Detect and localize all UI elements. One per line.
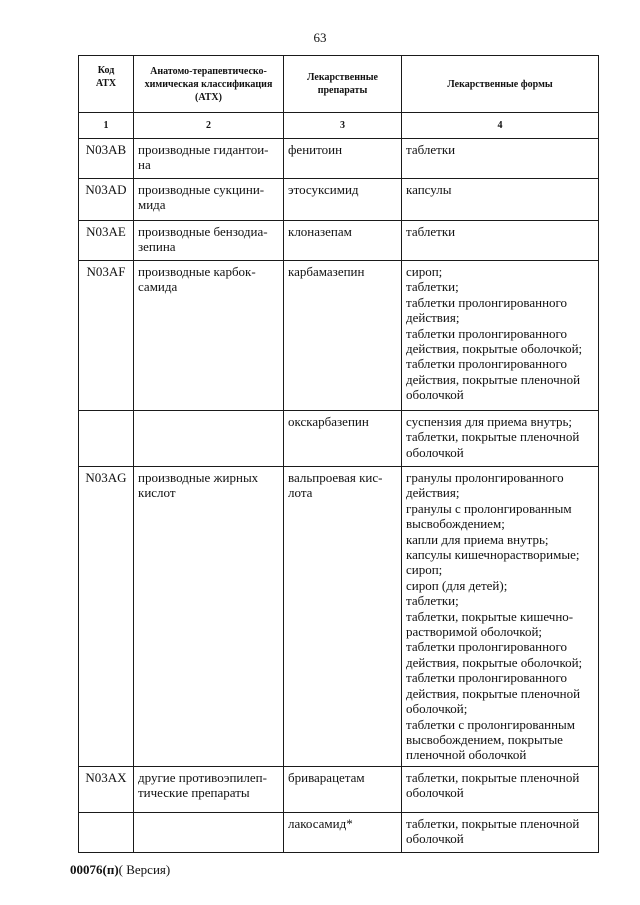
table-row (79, 261, 599, 411)
atc-code-cell: N03AB (79, 139, 134, 179)
atc-code-cell: N03AF (79, 261, 134, 411)
classification-cell: производные бензодиа- зепина (134, 221, 284, 261)
classification-cell: производные жирных кислот (134, 467, 284, 767)
column-number: 1 (79, 113, 134, 139)
forms-cell: капсулы (402, 179, 599, 221)
column-header-drugs: Лекарственные препараты (284, 56, 402, 113)
document-footer (70, 862, 170, 878)
drug-classification-table (78, 55, 599, 853)
atc-code-cell: N03AD (79, 179, 134, 221)
column-header-code: Код АТХ (79, 56, 134, 113)
table-row (79, 813, 599, 853)
column-number: 2 (134, 113, 284, 139)
column-number: 4 (402, 113, 599, 139)
forms-cell: сироп; таблетки; таблетки пролонгированного действия; таблетки пролонгированного действия, покрытые оболочкой; таблетки пролонгированного действия, покрытые пленочной оболочкой (402, 261, 599, 411)
footer-document-code: 00076(п) (70, 862, 119, 877)
atc-code-cell (79, 813, 134, 853)
drug-cell: клоназепам (284, 221, 402, 261)
drug-cell: вальпроевая кис- лота (284, 467, 402, 767)
atc-code-cell: N03AX (79, 767, 134, 813)
column-header-classification: Анатомо-терапевтическо- химическая классификация (АТХ) (134, 56, 284, 113)
classification-cell (134, 813, 284, 853)
table-header-row (79, 56, 599, 113)
forms-cell: таблетки (402, 139, 599, 179)
table-row (79, 767, 599, 813)
classification-cell: производные карбок- самида (134, 261, 284, 411)
column-number: 3 (284, 113, 402, 139)
column-number-row (79, 113, 599, 139)
table-row (79, 179, 599, 221)
forms-cell: таблетки, покрытые пленочной оболочкой (402, 813, 599, 853)
classification-cell: производные гидантои- на (134, 139, 284, 179)
drug-cell: лакосамид* (284, 813, 402, 853)
table-row (79, 139, 599, 179)
footer-version: ( Версия) (118, 862, 171, 877)
table-row (79, 221, 599, 261)
table-row (79, 411, 599, 467)
forms-cell: гранулы пролонгированного действия; гранулы с пролонгированным высвобождением; капли для приема внутрь; капсулы кишечнорастворимые; сироп; сироп (для детей); таблетки; таблетки, покрытые кишечно- растворимой оболочкой; таблетки пролонгированного действия, покрытые оболочкой; таблетки пролонгированного действия, покрытые пленочной оболочкой; таблетки с пролонгированным высвобождением, покрытые пленочной оболочкой (402, 467, 599, 767)
page-number: 63 (313, 30, 327, 45)
forms-cell: таблетки (402, 221, 599, 261)
classification-cell (134, 411, 284, 467)
classification-cell: производные сукцини- мида (134, 179, 284, 221)
drug-cell: этосуксимид (284, 179, 402, 221)
column-header-forms: Лекарственные формы (402, 56, 599, 113)
atc-code-cell (79, 411, 134, 467)
forms-cell: суспензия для приема внутрь; таблетки, покрытые пленочной оболочкой (402, 411, 599, 467)
drug-cell: карбамазепин (284, 261, 402, 411)
atc-code-cell: N03AG (79, 467, 134, 767)
drug-cell: бриварацетам (284, 767, 402, 813)
table-row (79, 467, 599, 767)
drug-cell: окскарбазепин (284, 411, 402, 467)
classification-cell: другие противоэпилеп- тические препараты (134, 767, 284, 813)
forms-cell: таблетки, покрытые пленочной оболочкой (402, 767, 599, 813)
atc-code-cell: N03AE (79, 221, 134, 261)
drug-cell: фенитоин (284, 139, 402, 179)
